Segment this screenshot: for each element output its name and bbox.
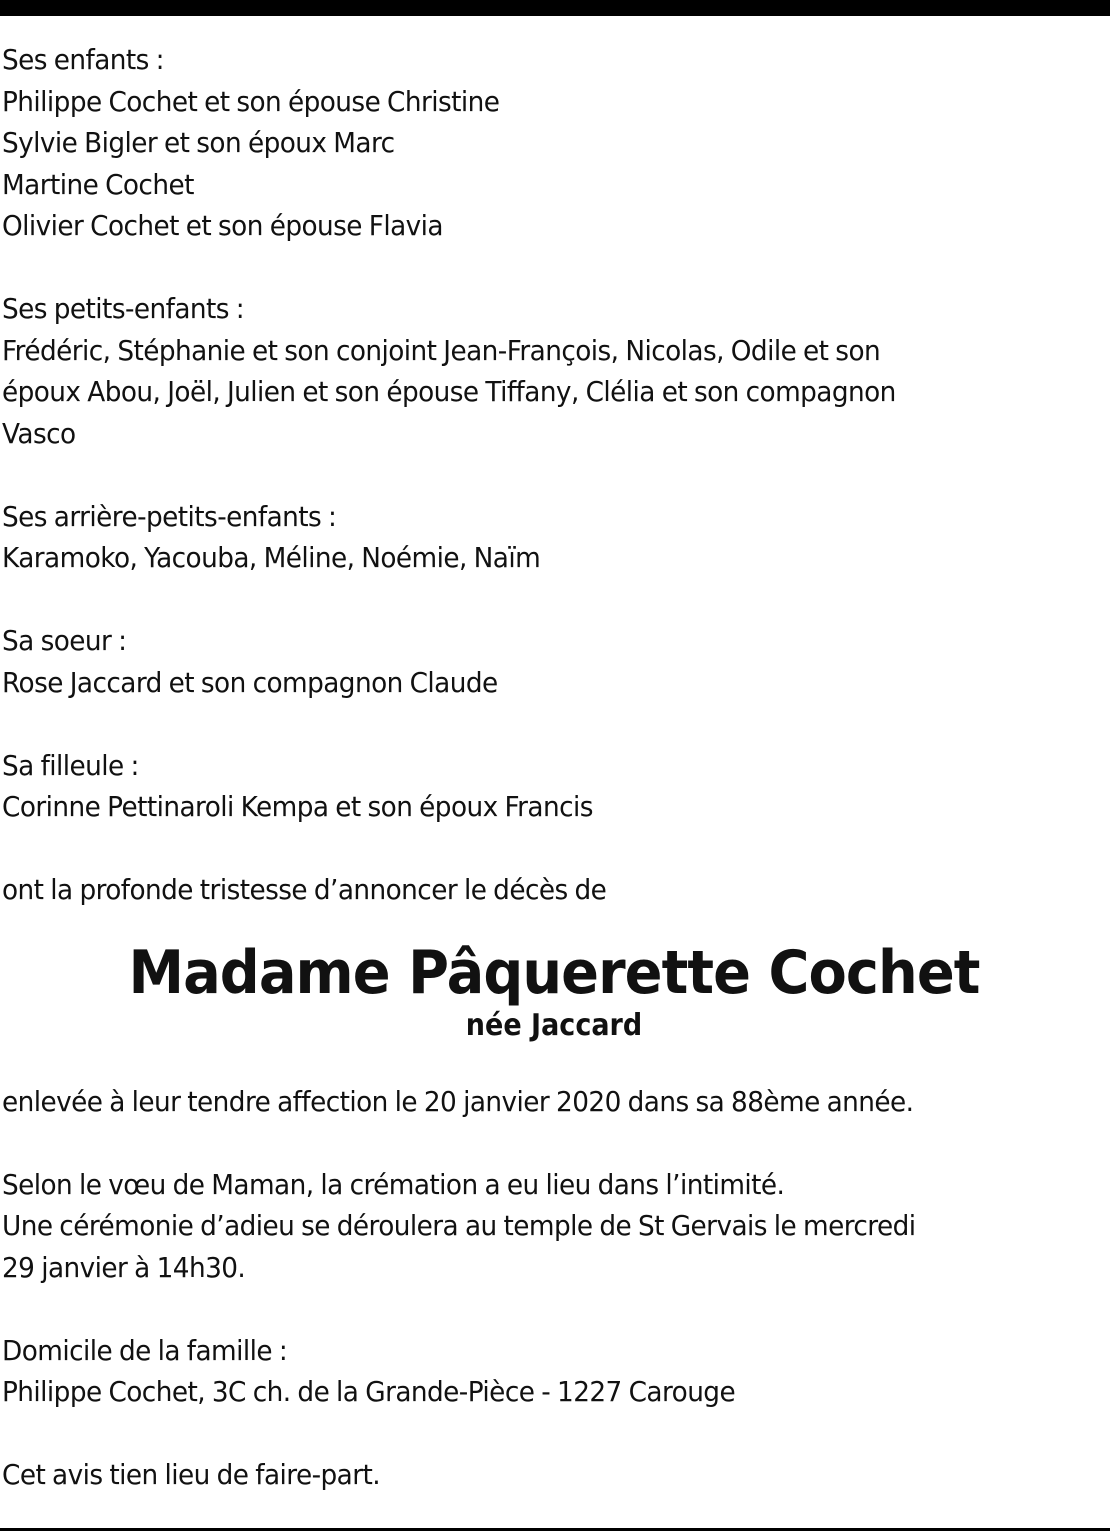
children-section bbox=[2, 39, 1106, 247]
great-grandchildren-section bbox=[2, 496, 1106, 579]
deceased-name: Madame Pâquerette Cochet bbox=[128, 937, 980, 1008]
closing-text: Cet avis tien lieu de faire-part. bbox=[2, 1458, 381, 1491]
section-heading: Sa soeur : bbox=[2, 624, 127, 657]
ceremony-line: Une cérémonie d’adieu se déroulera au temple de St Gervais le mercredi bbox=[2, 1209, 916, 1242]
section-heading: Ses arrière-petits-enfants : bbox=[2, 499, 337, 533]
list-item: époux Abou, Joël, Julien et son épouse Tiffany, Clélia et son compagnon bbox=[2, 375, 896, 408]
list-item: Olivier Cochet et son épouse Flavia bbox=[2, 209, 443, 242]
list-item: Corinne Pettinaroli Kempa et son époux Francis bbox=[2, 790, 593, 823]
address-line: Philippe Cochet, 3C ch. de la Grande-Pièce - 1227 Carouge bbox=[2, 1375, 736, 1408]
ceremony-section bbox=[2, 1164, 1106, 1289]
section-heading: Ses enfants : bbox=[2, 43, 164, 76]
obituary-notice bbox=[2, 39, 1106, 1496]
list-item: Frédéric, Stéphanie et son conjoint Jean-François, Nicolas, Odile et son bbox=[2, 333, 881, 367]
list-item: Karamoko, Yacouba, Méline, Noémie, Naïm bbox=[2, 541, 541, 574]
ceremony-line: Selon le vœu de Maman, la crémation a eu lieu dans l’intimité. bbox=[2, 1167, 785, 1201]
section-heading: Ses petits-enfants : bbox=[2, 292, 245, 325]
top-rule bbox=[0, 0, 1110, 16]
sister-section bbox=[2, 620, 1106, 703]
announcement-text: ont la profonde tristesse d’annoncer le décès de bbox=[2, 873, 607, 906]
bottom-rule bbox=[0, 1528, 1110, 1531]
list-item: Martine Cochet bbox=[2, 167, 194, 201]
list-item: Sylvie Bigler et son époux Marc bbox=[2, 126, 395, 159]
grandchildren-section bbox=[2, 288, 1106, 454]
ceremony-line: 29 janvier à 14h30. bbox=[2, 1250, 246, 1284]
section-heading: Domicile de la famille : bbox=[2, 1333, 288, 1367]
list-item: Rose Jaccard et son compagnon Claude bbox=[2, 665, 498, 699]
domicile-section bbox=[2, 1330, 1106, 1413]
list-item: Vasco bbox=[2, 416, 76, 450]
maiden-name: née Jaccard bbox=[465, 1007, 643, 1043]
passing-text: enlevée à leur tendre affection le 20 janvier 2020 dans sa 88ème année. bbox=[2, 1084, 914, 1118]
section-heading: Sa filleule : bbox=[2, 748, 139, 782]
goddaughter-section bbox=[2, 745, 1106, 828]
list-item: Philippe Cochet et son épouse Christine bbox=[2, 84, 500, 118]
